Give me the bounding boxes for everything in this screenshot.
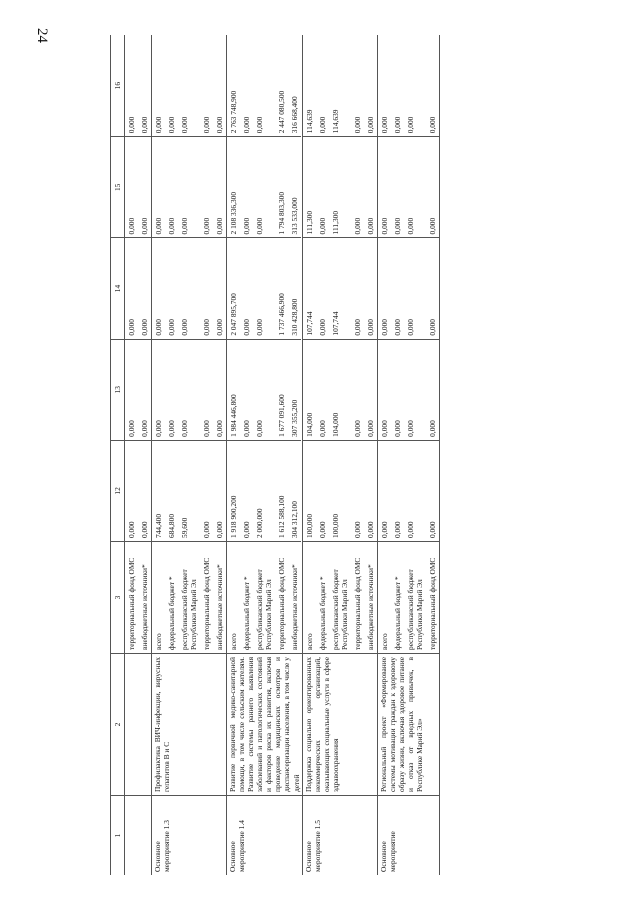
amount-cell: 0,000 bbox=[351, 237, 364, 338]
funding-source: внебюджетные источники* bbox=[213, 541, 226, 653]
amount-cell: 0,000 bbox=[316, 136, 329, 237]
table-row bbox=[178, 35, 200, 653]
amount-cell: 0,000 bbox=[378, 440, 391, 541]
amount-cell: 0,000 bbox=[352, 116, 362, 134]
table-row bbox=[200, 35, 213, 653]
table-row bbox=[240, 35, 253, 653]
amount-cell: 0,000 bbox=[180, 116, 190, 134]
funding-source: территориальный фонд ОМС bbox=[426, 541, 439, 653]
amount-cell: 0,000 bbox=[165, 237, 178, 338]
table-row bbox=[288, 35, 301, 653]
table-row bbox=[152, 35, 165, 653]
funding-source: всего bbox=[152, 541, 165, 653]
amount-cell: 107,744 bbox=[303, 237, 316, 338]
header-cell: 12 bbox=[111, 440, 124, 541]
source-rows bbox=[152, 35, 226, 653]
header-cell: 15 bbox=[111, 136, 124, 237]
amount-cell: 0,000 bbox=[427, 116, 437, 134]
source-rows bbox=[125, 35, 151, 653]
amount-cell: 111,300 bbox=[303, 136, 316, 237]
amount-cell: 0,000 bbox=[316, 440, 329, 541]
amount-cell: 0,000 bbox=[404, 440, 426, 541]
amount-cell: 2 447 080,500 bbox=[277, 90, 287, 134]
funding-source: всего bbox=[303, 541, 316, 653]
amount-cell: 0,000 bbox=[404, 237, 426, 338]
amount-cell: 0,000 bbox=[125, 440, 138, 541]
event-title bbox=[125, 653, 151, 795]
amount-cell: 0,000 bbox=[392, 116, 402, 134]
amount-cell: 0,000 bbox=[378, 339, 391, 440]
amount-cell: 0,000 bbox=[240, 237, 253, 338]
amount-cell: 0,000 bbox=[125, 339, 138, 440]
amount-cell: 0,000 bbox=[213, 339, 226, 440]
table-header bbox=[110, 35, 125, 875]
event-name: Основное мероприятие 1.3 bbox=[152, 795, 226, 875]
amount-cell: 0,000 bbox=[317, 116, 327, 134]
amount-cell: 0,000 bbox=[125, 237, 138, 338]
amount-cell: 0,000 bbox=[240, 440, 253, 541]
amount-cell: 0,000 bbox=[253, 339, 275, 440]
amount-cell: 0,000 bbox=[200, 237, 213, 338]
table-row bbox=[351, 35, 364, 653]
amount-cell: 107,744 bbox=[329, 237, 351, 338]
table-row bbox=[426, 35, 439, 653]
amount-cell: 0,000 bbox=[426, 339, 439, 440]
amount-cell: 0,000 bbox=[138, 237, 151, 338]
table-row bbox=[378, 35, 391, 653]
amount-cell: 0,000 bbox=[138, 339, 151, 440]
amount-cell: 0,000 bbox=[200, 440, 213, 541]
amount-cell: 744,400 bbox=[152, 440, 165, 541]
amount-cell: 0,000 bbox=[200, 136, 213, 237]
amount-cell: 0,000 bbox=[316, 339, 329, 440]
amount-cell: 0,000 bbox=[391, 440, 404, 541]
header-cell: 16 bbox=[113, 81, 122, 90]
amount-cell: 0,000 bbox=[125, 136, 138, 237]
amount-cell: 0,000 bbox=[391, 339, 404, 440]
funding-source: внебюджетные источники* bbox=[364, 541, 377, 653]
table-body bbox=[125, 35, 440, 875]
amount-cell: 0,000 bbox=[178, 136, 200, 237]
financing-table bbox=[110, 35, 610, 875]
amount-cell: 1 677 091,600 bbox=[275, 339, 288, 440]
amount-cell: 0,000 bbox=[365, 116, 375, 134]
amount-cell: 0,000 bbox=[242, 116, 252, 134]
header-cell: 1 bbox=[111, 795, 124, 875]
amount-cell: 0,000 bbox=[405, 116, 415, 134]
table-row bbox=[253, 35, 275, 653]
funding-source: территориальный фонд ОМС bbox=[351, 541, 364, 653]
amount-cell: 59,600 bbox=[178, 440, 200, 541]
funding-source: всего bbox=[227, 541, 240, 653]
amount-cell: 0,000 bbox=[140, 116, 150, 134]
amount-cell: 0,000 bbox=[152, 136, 165, 237]
event-name: Основное мероприятие 1.4 bbox=[227, 795, 301, 875]
amount-cell: 0,000 bbox=[240, 136, 253, 237]
table-row bbox=[213, 35, 226, 653]
amount-cell: 0,000 bbox=[202, 116, 212, 134]
header-cell: 2 bbox=[111, 653, 124, 795]
amount-cell: 0,000 bbox=[178, 237, 200, 338]
amount-cell: 0,000 bbox=[213, 440, 226, 541]
amount-cell: 100,000 bbox=[329, 440, 351, 541]
amount-cell: 0,000 bbox=[364, 136, 377, 237]
amount-cell: 0,000 bbox=[351, 136, 364, 237]
amount-cell: 0,000 bbox=[154, 116, 164, 134]
table-group bbox=[227, 35, 302, 875]
table-row bbox=[275, 35, 288, 653]
amount-cell: 100,000 bbox=[303, 440, 316, 541]
amount-cell: 0,000 bbox=[213, 237, 226, 338]
amount-cell: 0,000 bbox=[178, 339, 200, 440]
source-rows bbox=[227, 35, 301, 653]
amount-cell: 0,000 bbox=[404, 339, 426, 440]
amount-cell: 114,639 bbox=[330, 109, 340, 134]
amount-cell: 1 794 803,300 bbox=[275, 136, 288, 237]
amount-cell: 0,000 bbox=[351, 339, 364, 440]
amount-cell: 2 108 336,300 bbox=[227, 136, 240, 237]
table-row bbox=[404, 35, 426, 653]
amount-cell: 316 668,400 bbox=[290, 96, 300, 134]
table-row bbox=[316, 35, 329, 653]
amount-cell: 0,000 bbox=[379, 116, 389, 134]
amount-cell: 0,000 bbox=[391, 136, 404, 237]
amount-cell: 304 312,100 bbox=[288, 440, 301, 541]
amount-cell: 0,000 bbox=[165, 136, 178, 237]
amount-cell: 0,000 bbox=[426, 440, 439, 541]
amount-cell: 0,000 bbox=[426, 136, 439, 237]
amount-cell: 0,000 bbox=[138, 136, 151, 237]
amount-cell: 2 000,000 bbox=[253, 440, 275, 541]
header-cell: 3 bbox=[111, 541, 124, 653]
event-name: Основное мероприятие 1.5 bbox=[303, 795, 377, 875]
source-rows bbox=[303, 35, 377, 653]
funding-source: территориальный фонд ОМС bbox=[200, 541, 213, 653]
table-row bbox=[391, 35, 404, 653]
funding-source: внебюджетные источники* bbox=[138, 541, 151, 653]
funding-source: федеральный бюджет * bbox=[316, 541, 329, 653]
amount-cell: 307 355,200 bbox=[288, 339, 301, 440]
header-cell: 13 bbox=[111, 339, 124, 440]
amount-cell: 0,000 bbox=[378, 237, 391, 338]
amount-cell: 0,000 bbox=[253, 237, 275, 338]
amount-cell: 0,000 bbox=[253, 136, 275, 237]
amount-cell: 0,000 bbox=[165, 339, 178, 440]
amount-cell: 0,000 bbox=[152, 339, 165, 440]
funding-source: республиканский бюджет Республики Марий Эл bbox=[253, 541, 275, 653]
amount-cell: 1 984 446,800 bbox=[227, 339, 240, 440]
funding-source: республиканский бюджет Республики Марий Эл bbox=[404, 541, 426, 653]
header-cell: 14 bbox=[111, 237, 124, 338]
amount-cell: 0,000 bbox=[426, 237, 439, 338]
amount-cell: 0,000 bbox=[152, 237, 165, 338]
amount-cell: 0,000 bbox=[215, 116, 225, 134]
amount-cell: 0,000 bbox=[364, 339, 377, 440]
funding-source: внебюджетные источники* bbox=[288, 541, 301, 653]
amount-cell: 0,000 bbox=[378, 136, 391, 237]
amount-cell: 684,800 bbox=[165, 440, 178, 541]
amount-cell: 0,000 bbox=[127, 116, 137, 134]
event-title: Региональный проект «Формирование системы мотивации граждан к здоровому образу жизни, включая здоровое питание и отказ от вредных привычек, в Республике Марий Эл» bbox=[378, 653, 439, 795]
funding-source: федеральный бюджет * bbox=[391, 541, 404, 653]
funding-source: всего bbox=[378, 541, 391, 653]
funding-source: территориальный фонд ОМС bbox=[125, 541, 138, 653]
table-row bbox=[165, 35, 178, 653]
amount-cell: 0,000 bbox=[138, 440, 151, 541]
amount-cell: 0,000 bbox=[240, 339, 253, 440]
amount-cell: 310 428,800 bbox=[288, 237, 301, 338]
amount-cell: 114,639 bbox=[304, 109, 314, 134]
table-row bbox=[227, 35, 240, 653]
amount-cell: 104,000 bbox=[329, 339, 351, 440]
amount-cell: 0,000 bbox=[351, 440, 364, 541]
funding-source: территориальный фонд ОМС bbox=[275, 541, 288, 653]
amount-cell: 0,000 bbox=[364, 237, 377, 338]
funding-source: федеральный бюджет * bbox=[240, 541, 253, 653]
event-title: Развитие первичной медико-санитарной помощи, в том числе сельским жителям. Развитие системы раннего выявления заболеваний и патологических состояний и факторов риска их развития, включая проведение медицинских осмотров и диспансеризации населения, в том числе у детей bbox=[227, 653, 301, 795]
funding-source: федеральный бюджет * bbox=[165, 541, 178, 653]
amount-cell: 0,000 bbox=[404, 136, 426, 237]
amount-cell: 111,300 bbox=[329, 136, 351, 237]
amount-cell: 1 737 466,900 bbox=[275, 237, 288, 338]
amount-cell: 0,000 bbox=[316, 237, 329, 338]
amount-cell: 0,000 bbox=[213, 136, 226, 237]
amount-cell: 313 533,000 bbox=[288, 136, 301, 237]
event-title: Поддержка социально ориентированных некоммерческих организаций, оказывающих социальные услуги в сфере здравоохранения bbox=[303, 653, 377, 795]
amount-cell: 0,000 bbox=[167, 116, 177, 134]
table-row bbox=[138, 35, 151, 653]
table-group bbox=[125, 35, 152, 875]
table-row bbox=[125, 35, 138, 653]
amount-cell: 2 763 748,900 bbox=[229, 90, 239, 134]
amount-cell: 0,000 bbox=[364, 440, 377, 541]
source-rows bbox=[378, 35, 439, 653]
table-row bbox=[303, 35, 316, 653]
page-number: 24 bbox=[34, 28, 50, 43]
amount-cell: 2 047 895,700 bbox=[227, 237, 240, 338]
funding-source: республиканский бюджет Республики Марий Эл bbox=[329, 541, 351, 653]
amount-cell: 0,000 bbox=[391, 237, 404, 338]
table-group bbox=[303, 35, 378, 875]
event-name bbox=[125, 795, 151, 875]
table-group bbox=[378, 35, 440, 875]
event-name: Основное мероприятие bbox=[378, 795, 439, 875]
table-row bbox=[329, 35, 351, 653]
amount-cell: 0,000 bbox=[255, 116, 265, 134]
table-group bbox=[152, 35, 227, 875]
amount-cell: 1 612 588,100 bbox=[275, 440, 288, 541]
amount-cell: 1 918 900,200 bbox=[227, 440, 240, 541]
amount-cell: 0,000 bbox=[200, 339, 213, 440]
amount-cell: 104,000 bbox=[303, 339, 316, 440]
funding-source: республиканский бюджет Республики Марий Эл bbox=[178, 541, 200, 653]
event-title: Профилактика ВИЧ-инфекции, вирусных гепатитов В и С bbox=[152, 653, 226, 795]
table-row bbox=[364, 35, 377, 653]
